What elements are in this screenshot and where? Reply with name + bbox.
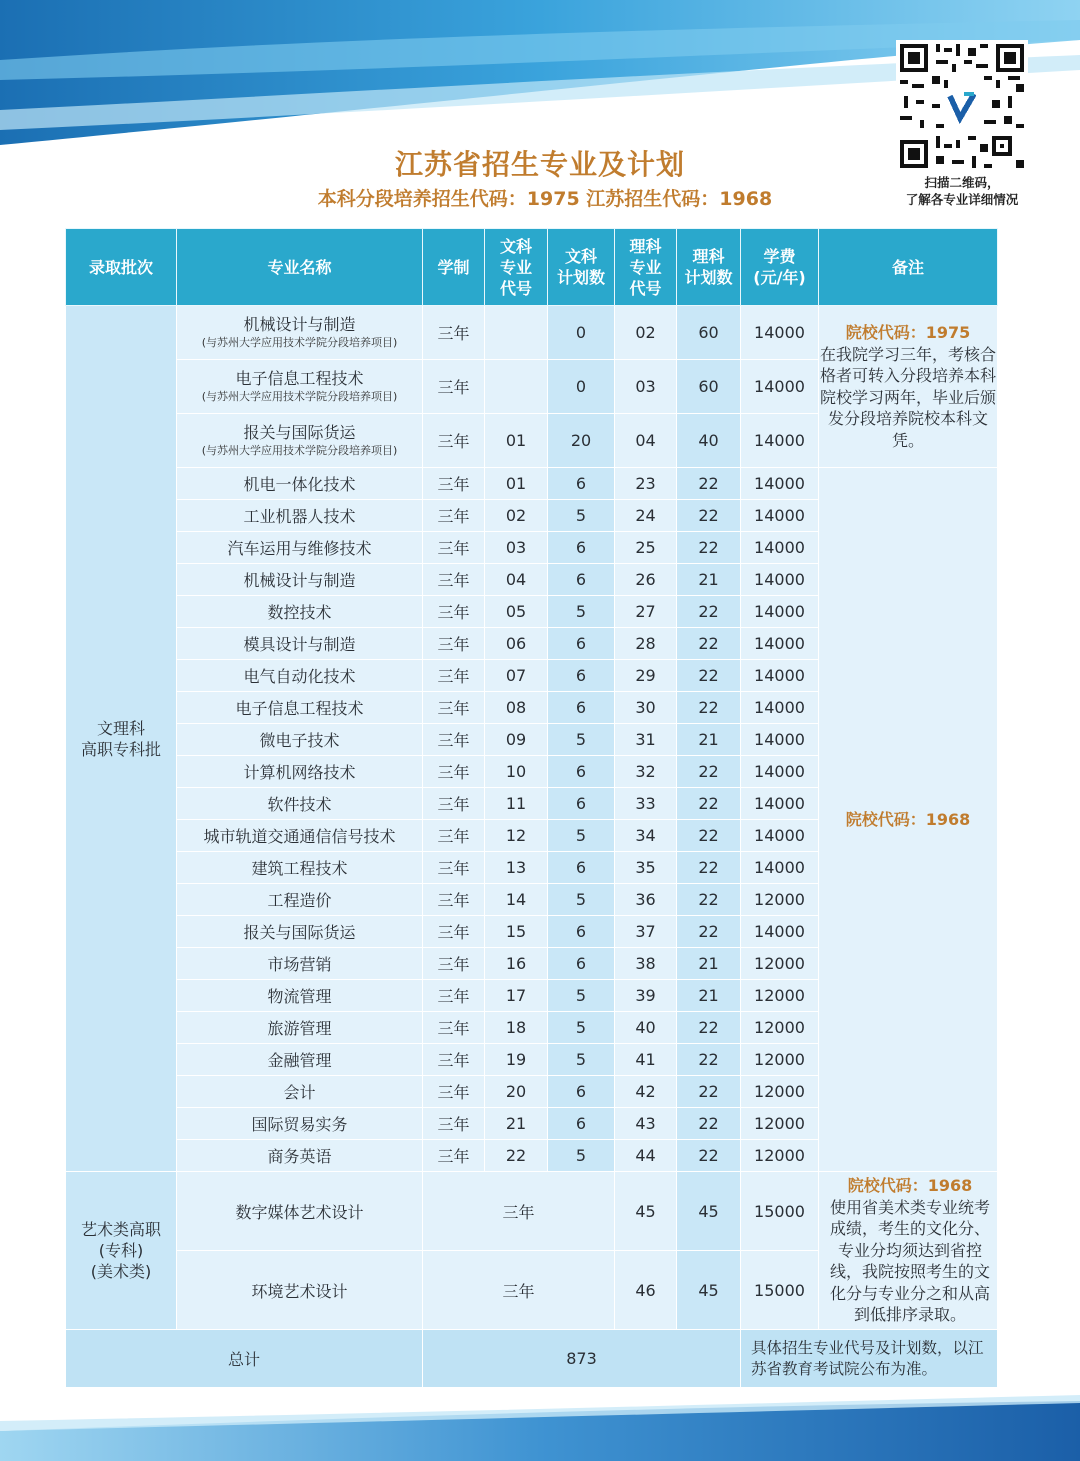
li-code-cell: 02 xyxy=(615,306,677,360)
fee-cell: 14000 xyxy=(741,724,819,756)
years-cell: 三年 xyxy=(423,1108,485,1140)
li-plan-cell: 21 xyxy=(677,724,741,756)
major-name-cell xyxy=(177,414,423,468)
wen-plan-cell: 5 xyxy=(548,596,615,628)
remark-school-code: 院校代码：1975 xyxy=(845,323,971,342)
major-name-cell: 物流管理 xyxy=(177,980,423,1012)
years-cell: 三年 xyxy=(423,1044,485,1076)
fee-cell: 14000 xyxy=(741,820,819,852)
fee-cell: 14000 xyxy=(741,532,819,564)
li-plan-cell: 22 xyxy=(677,500,741,532)
wen-plan-cell: 20 xyxy=(548,414,615,468)
column-header: 备注 xyxy=(819,229,998,306)
years-cell: 三年 xyxy=(423,660,485,692)
wen-code-cell xyxy=(485,306,548,360)
li-plan-cell: 60 xyxy=(677,306,741,360)
major-name-cell: 机械设计与制造 xyxy=(177,564,423,596)
wen-code-cell: 16 xyxy=(485,948,548,980)
years-cell: 三年 xyxy=(423,1076,485,1108)
wen-plan-cell: 6 xyxy=(548,756,615,788)
li-code-cell: 45 xyxy=(615,1172,677,1251)
remark-text: 使用省美术类专业统考成绩，考生的文化分、专业分均须达到省控线，我院按照考生的文化分与专业分之和从高到低排序录取。 xyxy=(829,1197,990,1325)
years-cell: 三年 xyxy=(423,532,485,564)
years-cell: 三年 xyxy=(423,306,485,360)
wen-plan-cell: 6 xyxy=(548,948,615,980)
wen-code-cell: 19 xyxy=(485,1044,548,1076)
fee-cell: 15000 xyxy=(741,1251,819,1330)
li-code-cell: 40 xyxy=(615,1012,677,1044)
years-cell: 三年 xyxy=(423,852,485,884)
wen-plan-cell: 5 xyxy=(548,1140,615,1172)
major-name-cell: 汽车运用与维修技术 xyxy=(177,532,423,564)
li-plan-cell: 22 xyxy=(677,1044,741,1076)
li-code-cell: 28 xyxy=(615,628,677,660)
wen-code-cell: 02 xyxy=(485,500,548,532)
wen-plan-cell: 6 xyxy=(548,660,615,692)
column-header: 文科 专业 代号 xyxy=(485,229,548,306)
wen-code-cell: 03 xyxy=(485,532,548,564)
major-name-cell: 商务英语 xyxy=(177,1140,423,1172)
remark-school-code: 院校代码：1968 xyxy=(845,809,971,829)
fee-cell: 15000 xyxy=(741,1172,819,1251)
li-plan-cell: 22 xyxy=(677,852,741,884)
years-cell: 三年 xyxy=(423,596,485,628)
major-name-cell xyxy=(177,306,423,360)
wen-plan-cell: 5 xyxy=(548,500,615,532)
years-cell: 三年 xyxy=(423,414,485,468)
years-cell: 三年 xyxy=(423,1140,485,1172)
wen-plan-cell: 0 xyxy=(548,360,615,414)
wen-code-cell xyxy=(485,360,548,414)
li-plan-cell: 21 xyxy=(677,980,741,1012)
column-header: 专业名称 xyxy=(177,229,423,306)
fee-cell: 14000 xyxy=(741,756,819,788)
li-plan-cell: 22 xyxy=(677,660,741,692)
years-cell: 三年 xyxy=(423,756,485,788)
wen-code-cell: 07 xyxy=(485,660,548,692)
wen-plan-cell: 6 xyxy=(548,788,615,820)
li-plan-cell: 22 xyxy=(677,1140,741,1172)
li-code-cell: 44 xyxy=(615,1140,677,1172)
wen-code-cell: 22 xyxy=(485,1140,548,1172)
fee-cell: 14000 xyxy=(741,692,819,724)
years-cell: 三年 xyxy=(423,500,485,532)
major-name-cell: 城市轨道交通通信信号技术 xyxy=(177,820,423,852)
fee-cell: 12000 xyxy=(741,980,819,1012)
fee-cell: 12000 xyxy=(741,884,819,916)
total-label-cell: 总计 xyxy=(66,1330,423,1388)
major-name-cell: 国际贸易实务 xyxy=(177,1108,423,1140)
major-name-cell xyxy=(177,360,423,414)
major-name-cell: 电气自动化技术 xyxy=(177,660,423,692)
qr-caption xyxy=(870,174,1054,208)
major-name: 报关与国际货运 xyxy=(243,423,356,442)
years-cell: 三年 xyxy=(423,980,485,1012)
li-plan-cell: 22 xyxy=(677,532,741,564)
page-subtitle: 本科分段培养招生代码：1975 江苏招生代码：1968 xyxy=(317,188,773,210)
wen-code-cell: 21 xyxy=(485,1108,548,1140)
major-name: 电子信息工程技术 xyxy=(235,369,364,388)
years-cell: 三年 xyxy=(423,628,485,660)
batch-cell: 艺术类高职 (专科) (美术类) xyxy=(66,1172,177,1330)
li-code-cell: 30 xyxy=(615,692,677,724)
li-code-cell: 04 xyxy=(615,414,677,468)
fee-cell: 12000 xyxy=(741,1044,819,1076)
fee-cell: 14000 xyxy=(741,500,819,532)
major-name-cell: 机电一体化技术 xyxy=(177,468,423,500)
fee-cell: 14000 xyxy=(741,306,819,360)
page-title: 江苏省招生专业及计划 xyxy=(394,148,685,181)
major-name: 机械设计与制造 xyxy=(243,315,356,334)
major-name-cell: 报关与国际货运 xyxy=(177,916,423,948)
fee-cell: 14000 xyxy=(741,788,819,820)
column-header: 理科 专业 代号 xyxy=(615,229,677,306)
wen-plan-cell: 5 xyxy=(548,1012,615,1044)
li-plan-cell: 22 xyxy=(677,628,741,660)
major-name-cell: 数字媒体艺术设计 xyxy=(177,1172,423,1251)
li-plan-cell: 22 xyxy=(677,788,741,820)
wen-plan-cell: 5 xyxy=(548,884,615,916)
fee-cell: 12000 xyxy=(741,948,819,980)
major-name-cell: 工业机器人技术 xyxy=(177,500,423,532)
enrollment-plan-table xyxy=(65,228,998,1388)
wen-plan-cell: 0 xyxy=(548,306,615,360)
fee-cell: 14000 xyxy=(741,628,819,660)
fee-cell: 14000 xyxy=(741,564,819,596)
li-code-cell: 46 xyxy=(615,1251,677,1330)
batch-cell: 文理科 高职专科批 xyxy=(66,306,177,1172)
wen-code-cell: 05 xyxy=(485,596,548,628)
years-cell: 三年 xyxy=(423,1251,615,1330)
fee-cell: 12000 xyxy=(741,1108,819,1140)
fee-cell: 14000 xyxy=(741,916,819,948)
li-code-cell: 35 xyxy=(615,852,677,884)
li-plan-cell: 22 xyxy=(677,820,741,852)
li-code-cell: 24 xyxy=(615,500,677,532)
major-name-cell: 软件技术 xyxy=(177,788,423,820)
li-code-cell: 39 xyxy=(615,980,677,1012)
wen-plan-cell: 5 xyxy=(548,980,615,1012)
years-cell: 三年 xyxy=(423,1012,485,1044)
wen-plan-cell: 5 xyxy=(548,820,615,852)
li-plan-cell: 22 xyxy=(677,756,741,788)
fee-cell: 14000 xyxy=(741,414,819,468)
remark-cell-art xyxy=(819,1172,998,1330)
total-note-cell: 具体招生专业代号及计划数，以江苏省教育考试院公布为准。 xyxy=(741,1330,998,1388)
fee-cell: 12000 xyxy=(741,1140,819,1172)
major-name-cell: 电子信息工程技术 xyxy=(177,692,423,724)
fee-cell: 14000 xyxy=(741,360,819,414)
major-name-cell: 会计 xyxy=(177,1076,423,1108)
li-code-cell: 42 xyxy=(615,1076,677,1108)
wen-code-cell: 11 xyxy=(485,788,548,820)
fee-cell: 14000 xyxy=(741,852,819,884)
fee-cell: 14000 xyxy=(741,596,819,628)
remark-cell-segmented xyxy=(819,306,998,468)
years-cell: 三年 xyxy=(423,884,485,916)
wen-plan-cell: 6 xyxy=(548,852,615,884)
wen-plan-cell: 6 xyxy=(548,692,615,724)
major-project-note: (与苏州大学应用技术学院分段培养项目) xyxy=(201,336,398,349)
major-name-cell: 市场营销 xyxy=(177,948,423,980)
wen-code-cell: 12 xyxy=(485,820,548,852)
fee-cell: 12000 xyxy=(741,1012,819,1044)
column-header: 文科 计划数 xyxy=(548,229,615,306)
li-plan-cell: 22 xyxy=(677,692,741,724)
table-row xyxy=(66,1172,998,1251)
column-header: 理科 计划数 xyxy=(677,229,741,306)
major-name-cell: 建筑工程技术 xyxy=(177,852,423,884)
total-value-cell: 873 xyxy=(423,1330,741,1388)
major-project-note: (与苏州大学应用技术学院分段培养项目) xyxy=(201,444,398,457)
li-plan-cell: 22 xyxy=(677,1076,741,1108)
li-code-cell: 36 xyxy=(615,884,677,916)
remark-cell-regular xyxy=(819,468,998,1172)
li-plan-cell: 22 xyxy=(677,916,741,948)
major-name-cell: 微电子技术 xyxy=(177,724,423,756)
wen-code-cell: 06 xyxy=(485,628,548,660)
years-cell: 三年 xyxy=(423,724,485,756)
li-plan-cell: 45 xyxy=(677,1251,741,1330)
li-code-cell: 32 xyxy=(615,756,677,788)
li-plan-cell: 22 xyxy=(677,884,741,916)
li-plan-cell: 60 xyxy=(677,360,741,414)
li-code-cell: 29 xyxy=(615,660,677,692)
wen-code-cell: 20 xyxy=(485,1076,548,1108)
wen-plan-cell: 6 xyxy=(548,916,615,948)
li-code-cell: 31 xyxy=(615,724,677,756)
major-name-cell: 计算机网络技术 xyxy=(177,756,423,788)
li-code-cell: 23 xyxy=(615,468,677,500)
years-cell: 三年 xyxy=(423,948,485,980)
major-name-cell: 模具设计与制造 xyxy=(177,628,423,660)
wen-plan-cell: 5 xyxy=(548,724,615,756)
years-cell: 三年 xyxy=(423,692,485,724)
table-header-row xyxy=(66,229,998,306)
li-code-cell: 34 xyxy=(615,820,677,852)
wen-code-cell: 15 xyxy=(485,916,548,948)
major-name-cell: 旅游管理 xyxy=(177,1012,423,1044)
wen-plan-cell: 6 xyxy=(548,532,615,564)
years-cell: 三年 xyxy=(423,468,485,500)
years-cell: 三年 xyxy=(423,564,485,596)
wen-code-cell: 14 xyxy=(485,884,548,916)
wen-plan-cell: 6 xyxy=(548,564,615,596)
remark-text: 在我院学习三年，考核合格者可转入分段培养本科院校学习两年，毕业后颁发分段培养院校本科文凭。 xyxy=(819,344,996,450)
li-plan-cell: 45 xyxy=(677,1172,741,1251)
wen-code-cell: 04 xyxy=(485,564,548,596)
fee-cell: 14000 xyxy=(741,660,819,692)
qr-caption-line1: 扫描二维码， xyxy=(924,175,1000,190)
qr-caption-line2: 了解各专业详细情况 xyxy=(905,192,1019,207)
li-code-cell: 37 xyxy=(615,916,677,948)
fee-cell: 14000 xyxy=(741,468,819,500)
wen-code-cell: 01 xyxy=(485,414,548,468)
wen-code-cell: 01 xyxy=(485,468,548,500)
li-code-cell: 26 xyxy=(615,564,677,596)
major-name-cell: 环境艺术设计 xyxy=(177,1251,423,1330)
li-plan-cell: 22 xyxy=(677,1108,741,1140)
wen-code-cell: 17 xyxy=(485,980,548,1012)
fee-cell: 12000 xyxy=(741,1076,819,1108)
column-header: 录取批次 xyxy=(66,229,177,306)
wen-plan-cell: 6 xyxy=(548,468,615,500)
qr-code-image xyxy=(896,40,1028,172)
total-row xyxy=(66,1330,998,1388)
li-code-cell: 27 xyxy=(615,596,677,628)
wen-code-cell: 13 xyxy=(485,852,548,884)
li-plan-cell: 22 xyxy=(677,1012,741,1044)
years-cell: 三年 xyxy=(423,820,485,852)
li-code-cell: 43 xyxy=(615,1108,677,1140)
column-header: 学费 (元/年) xyxy=(741,229,819,306)
li-plan-cell: 40 xyxy=(677,414,741,468)
table-row xyxy=(66,468,998,500)
years-cell: 三年 xyxy=(423,788,485,820)
li-plan-cell: 22 xyxy=(677,596,741,628)
table-row xyxy=(66,306,998,360)
li-code-cell: 38 xyxy=(615,948,677,980)
li-plan-cell: 21 xyxy=(677,564,741,596)
major-name-cell: 数控技术 xyxy=(177,596,423,628)
li-code-cell: 03 xyxy=(615,360,677,414)
bottom-banner-decoration xyxy=(0,1391,1080,1461)
major-project-note: (与苏州大学应用技术学院分段培养项目) xyxy=(201,390,398,403)
wen-plan-cell: 6 xyxy=(548,628,615,660)
li-code-cell: 33 xyxy=(615,788,677,820)
wen-plan-cell: 6 xyxy=(548,1076,615,1108)
major-name-cell: 工程造价 xyxy=(177,884,423,916)
column-header: 学制 xyxy=(423,229,485,306)
li-code-cell: 41 xyxy=(615,1044,677,1076)
remark-school-code: 院校代码：1968 xyxy=(847,1176,973,1196)
li-code-cell: 25 xyxy=(615,532,677,564)
wen-plan-cell: 6 xyxy=(548,1108,615,1140)
years-cell: 三年 xyxy=(423,360,485,414)
major-name-cell: 金融管理 xyxy=(177,1044,423,1076)
wen-code-cell: 18 xyxy=(485,1012,548,1044)
li-plan-cell: 22 xyxy=(677,468,741,500)
wen-code-cell: 08 xyxy=(485,692,548,724)
years-cell: 三年 xyxy=(423,916,485,948)
wen-code-cell: 09 xyxy=(485,724,548,756)
years-cell: 三年 xyxy=(423,1172,615,1251)
wen-code-cell: 10 xyxy=(485,756,548,788)
wen-plan-cell: 5 xyxy=(548,1044,615,1076)
li-plan-cell: 21 xyxy=(677,948,741,980)
